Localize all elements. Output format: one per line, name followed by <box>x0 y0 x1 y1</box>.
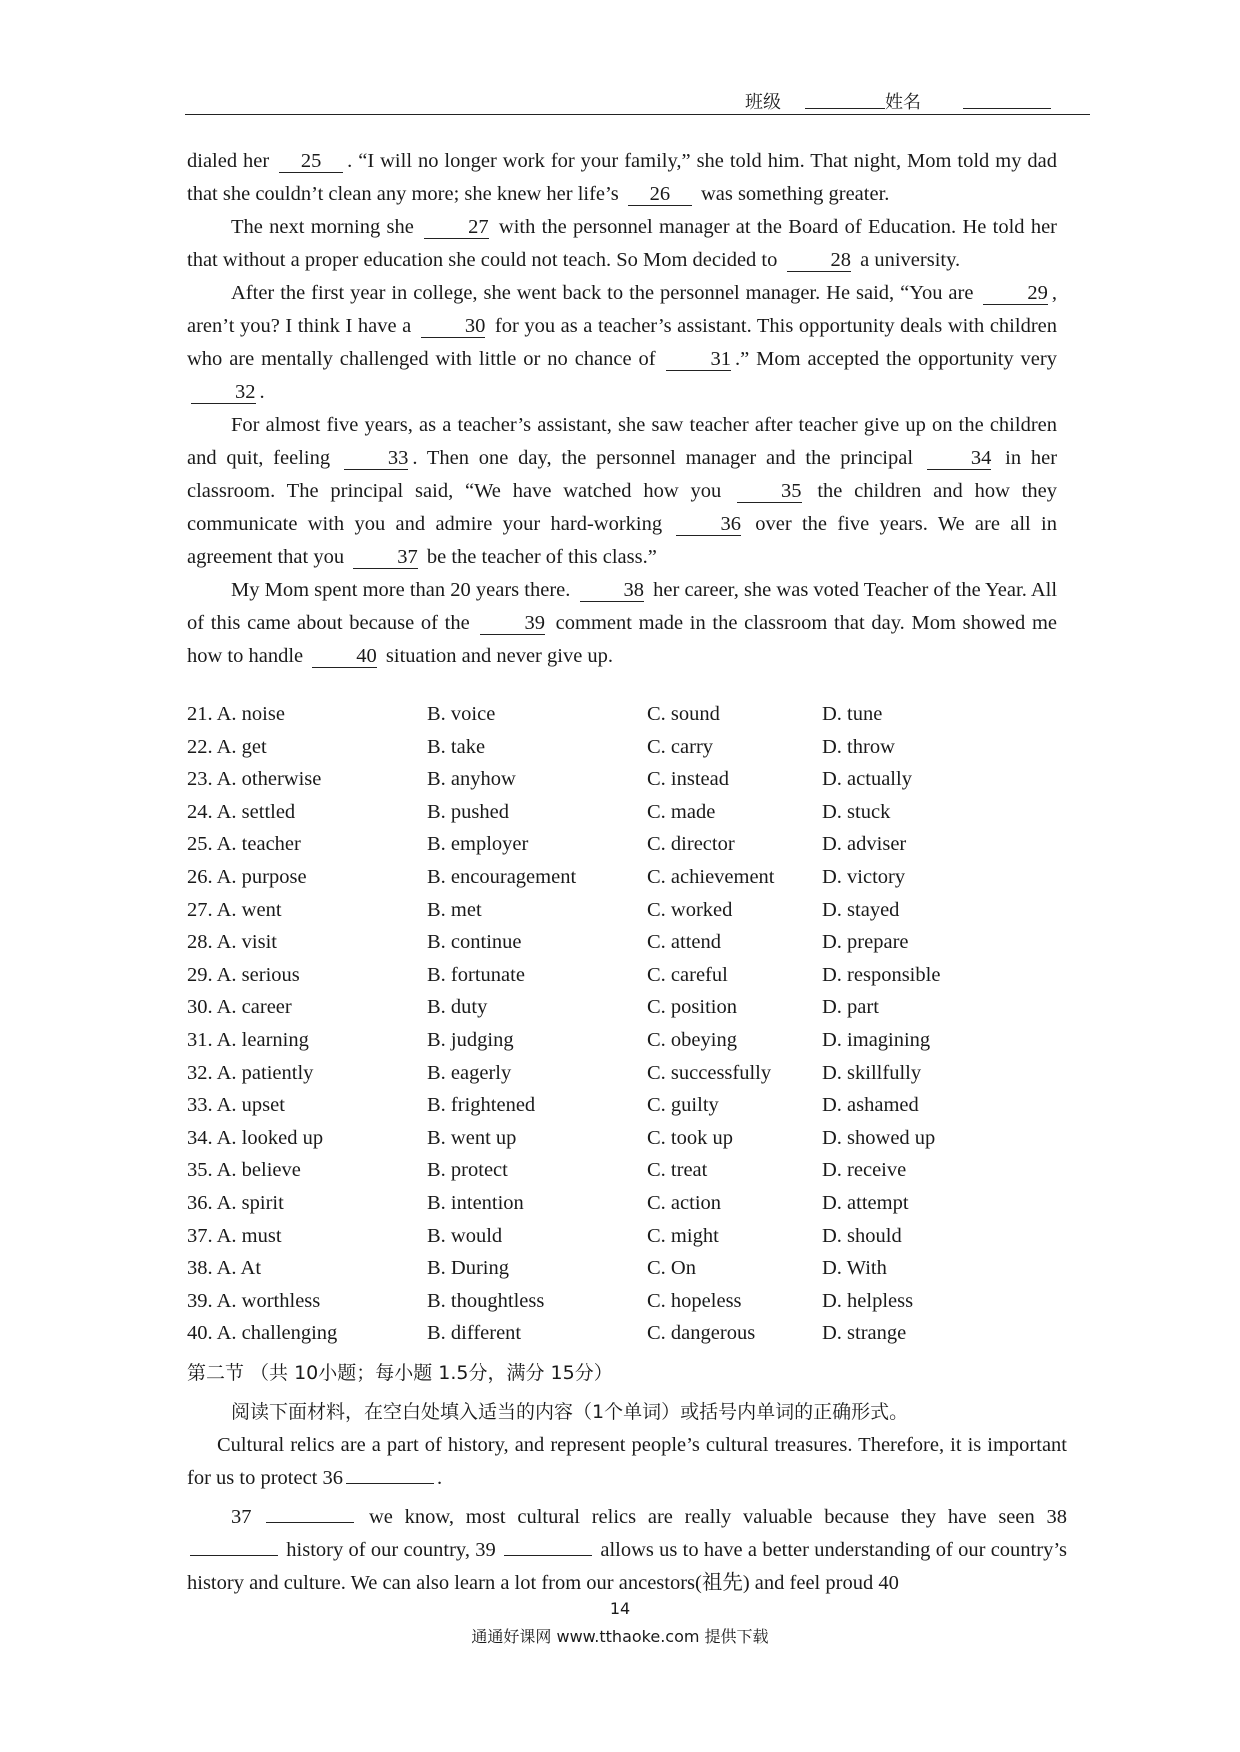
blank-36: 36 <box>676 513 741 536</box>
text: 37 <box>231 1506 252 1528</box>
option-b: B. fortunate <box>427 963 525 986</box>
option-c: C. director <box>647 833 735 856</box>
option-d: D. helpless <box>822 1289 914 1312</box>
option-b: B. anyhow <box>427 768 516 791</box>
option-d: D. actually <box>822 768 912 791</box>
text: For almost five years, as a teacher’s assistant, she saw teacher after teacher give up on the children and quit, feeling <box>187 414 1057 469</box>
option-d: D. responsible <box>822 963 941 986</box>
blank-26: 26 <box>628 183 692 206</box>
text: was something greater. <box>700 183 890 205</box>
option-a: 39. A. worthless <box>187 1289 321 1312</box>
option-row <box>187 1062 1067 1095</box>
option-b: B. eagerly <box>427 1061 512 1084</box>
option-b: B. duty <box>427 996 488 1019</box>
option-row <box>187 1029 1067 1062</box>
option-b: B. met <box>427 898 482 921</box>
option-d: D. skillfully <box>822 1061 922 1084</box>
option-row <box>187 964 1067 997</box>
option-a: 27. A. went <box>187 898 282 921</box>
blank-31: 31 <box>666 348 731 371</box>
option-row <box>187 703 1067 736</box>
option-a: 26. A. purpose <box>187 865 307 888</box>
text: history of our country, 39 <box>286 1539 496 1561</box>
blank-38-line <box>190 1537 278 1556</box>
blank-28: 28 <box>787 249 852 272</box>
option-row <box>187 1290 1067 1323</box>
option-row <box>187 996 1067 1029</box>
option-c: C. position <box>647 996 737 1019</box>
name-label: 姓名 <box>885 92 921 113</box>
option-d: D. With <box>822 1257 887 1280</box>
option-b: B. pushed <box>427 800 509 823</box>
blank-39-line <box>504 1537 592 1556</box>
option-a: 31. A. learning <box>187 1028 309 1051</box>
option-row <box>187 1192 1067 1225</box>
option-row <box>187 768 1067 801</box>
section-2-instruction: 阅读下面材料，在空白处填入适当的内容（1个单词）或括号内单词的正确形式。 <box>231 1401 909 1423</box>
blank-33: 33 <box>344 447 409 470</box>
option-d: D. imagining <box>822 1028 931 1051</box>
option-c: C. careful <box>647 963 728 986</box>
option-b: B. frightened <box>427 1094 536 1117</box>
option-c: C. action <box>647 1191 722 1214</box>
option-d: D. part <box>822 996 879 1019</box>
option-a: 28. A. visit <box>187 931 277 954</box>
option-b: B. intention <box>427 1191 524 1214</box>
option-row <box>187 931 1067 964</box>
option-a: 25. A. teacher <box>187 833 301 856</box>
option-a: 34. A. looked up <box>187 1126 324 1149</box>
blank-39: 39 <box>480 612 545 635</box>
option-a: 24. A. settled <box>187 800 296 823</box>
option-c: C. achievement <box>647 865 775 888</box>
option-row <box>187 1225 1067 1258</box>
option-c: C. instead <box>647 768 729 791</box>
text: with the personnel manager at the Board of Education. He told her that without a proper education she could not teach. So Mom decided to <box>187 216 1058 271</box>
option-a: 29. A. serious <box>187 963 300 986</box>
option-c: C. hopeless <box>647 1289 742 1312</box>
text: . “I will no longer work for your family,” she told him. That night, Mom told my dad that she couldn’t clean any more; she knew her life’s <box>187 150 1057 205</box>
option-a: 35. A. believe <box>187 1159 301 1182</box>
option-a: 38. A. At <box>187 1257 262 1280</box>
option-d: D. victory <box>822 865 906 888</box>
option-b: B. During <box>427 1257 509 1280</box>
option-b: B. employer <box>427 833 529 856</box>
grammar-paragraph-1 <box>187 1429 1067 1495</box>
option-b: B. protect <box>427 1159 508 1182</box>
option-c: C. sound <box>647 703 720 725</box>
blank-34: 34 <box>927 447 992 470</box>
option-row <box>187 1257 1067 1290</box>
option-row <box>187 1127 1067 1160</box>
blank-38: 38 <box>580 579 645 602</box>
option-a: 36. A. spirit <box>187 1191 284 1214</box>
text: After the first year in college, she went back to the personnel manager. He said, “You are <box>231 282 974 304</box>
blank-25: 25 <box>279 150 343 173</box>
option-b: B. encouragement <box>427 865 577 888</box>
option-c: C. obeying <box>647 1028 737 1051</box>
option-a: 33. A. upset <box>187 1094 285 1117</box>
text: a university. <box>860 249 961 271</box>
paragraph-1 <box>187 145 1057 211</box>
option-d: D. showed up <box>822 1126 936 1149</box>
option-row <box>187 1322 1067 1355</box>
option-d: D. should <box>822 1224 902 1247</box>
option-d: D. throw <box>822 735 895 758</box>
blank-29: 29 <box>983 282 1048 305</box>
option-row <box>187 1094 1067 1127</box>
option-c: C. guilty <box>647 1094 719 1117</box>
paragraph-3 <box>187 277 1057 409</box>
option-d: D. receive <box>822 1159 907 1182</box>
option-c: C. made <box>647 800 716 823</box>
source-note: 通通好课网 www.tthaoke.com 提供下载 <box>471 1627 769 1646</box>
text: in her classroom. The principal said, “We have watched how you <box>187 447 1058 502</box>
text: over the five years. We are all in agreement that you <box>187 513 1058 568</box>
option-row <box>187 736 1067 769</box>
text: for you as a teacher’s assistant. This opportunity deals with children who are mentally challenged with little or no chance of <box>187 315 1057 370</box>
cloze-passage <box>187 145 1057 673</box>
blank-27: 27 <box>424 216 489 239</box>
option-c: C. took up <box>647 1126 733 1149</box>
paragraph-2 <box>187 211 1057 277</box>
text: Cultural relics are a part of history, and represent people’s cultural treasures. Therefore, it is important for us to protect 36 <box>187 1434 1067 1489</box>
option-c: C. attend <box>647 931 722 954</box>
paragraph-4 <box>187 409 1057 574</box>
option-c: C. dangerous <box>647 1322 756 1345</box>
grammar-paragraph-2 <box>187 1501 1067 1600</box>
option-row <box>187 899 1067 932</box>
option-c: C. On <box>647 1257 696 1280</box>
blank-37-line <box>266 1504 354 1523</box>
option-c: C. successfully <box>647 1061 772 1084</box>
text: My Mom spent more than 20 years there. <box>231 579 571 601</box>
option-row <box>187 1159 1067 1192</box>
option-a: 23. A. otherwise <box>187 768 322 791</box>
blank-30: 30 <box>421 315 486 338</box>
option-c: C. might <box>647 1224 719 1247</box>
option-d: D. stayed <box>822 898 900 921</box>
option-a: 40. A. challenging <box>187 1322 338 1345</box>
option-d: D. attempt <box>822 1191 909 1214</box>
paragraph-5 <box>187 574 1057 673</box>
text: allows us to have a better understanding of our country’s history and culture. We can also learn a lot from our ancestors(祖先) and feel proud 40 <box>187 1539 1068 1594</box>
option-row <box>187 833 1067 866</box>
option-a: 22. A. get <box>187 735 267 758</box>
text: .” Mom accepted the opportunity very <box>734 348 1057 370</box>
class-label: 班级 <box>745 92 781 113</box>
option-c: C. carry <box>647 735 714 758</box>
section-2 <box>187 1357 1067 1600</box>
page-number: 14 <box>609 1599 631 1618</box>
option-b: B. thoughtless <box>427 1289 545 1312</box>
text: . Then one day, the personnel manager and the principal <box>412 447 914 469</box>
option-a: 21. A. noise <box>187 703 285 725</box>
option-d: D. adviser <box>822 833 907 856</box>
name-blank-line <box>963 108 1051 109</box>
section-2-heading: 第二节 （共 10小题；每小题 1.5分，满分 15分） <box>187 1362 613 1384</box>
text: , aren’t you? I think I have a <box>187 282 1058 337</box>
blank-37: 37 <box>353 546 418 569</box>
text: be the teacher of this class.” <box>426 546 657 568</box>
text: The next morning she <box>231 216 414 238</box>
option-b: B. would <box>427 1224 503 1247</box>
text: comment made in the classroom that day. Mom showed me how to handle <box>187 612 1058 667</box>
option-a: 37. A. must <box>187 1224 282 1247</box>
text: situation and never give up. <box>385 645 614 667</box>
text: . <box>259 381 265 403</box>
text: . <box>437 1467 443 1489</box>
text: dialed her <box>187 150 270 172</box>
option-b: B. continue <box>427 931 522 954</box>
answer-options <box>187 703 1067 1355</box>
option-d: D. tune <box>822 703 883 725</box>
option-b: B. take <box>427 735 486 758</box>
option-b: B. went up <box>427 1126 517 1149</box>
option-row <box>187 801 1067 834</box>
blank-36-line <box>346 1465 434 1484</box>
blank-35: 35 <box>737 480 802 503</box>
option-d: D. strange <box>822 1322 907 1345</box>
option-c: C. treat <box>647 1159 708 1182</box>
text: we know, most cultural relics are really valuable because they have seen 38 <box>369 1506 1068 1528</box>
page-header <box>185 86 1090 115</box>
class-blank-line <box>805 108 885 109</box>
option-c: C. worked <box>647 898 733 921</box>
option-d: D. prepare <box>822 931 909 954</box>
text: the children and how they communicate with you and admire your hard-working <box>187 480 1057 535</box>
text: her career, she was voted Teacher of the Year. All of this came about because of the <box>187 579 1058 634</box>
option-row <box>187 866 1067 899</box>
option-d: D. stuck <box>822 800 891 823</box>
option-b: B. voice <box>427 703 496 725</box>
option-a: 30. A. career <box>187 996 292 1019</box>
option-d: D. ashamed <box>822 1094 919 1117</box>
blank-40: 40 <box>312 645 377 668</box>
blank-32: 32 <box>191 381 256 404</box>
option-a: 32. A. patiently <box>187 1061 314 1084</box>
option-b: B. different <box>427 1322 522 1345</box>
option-b: B. judging <box>427 1028 514 1051</box>
